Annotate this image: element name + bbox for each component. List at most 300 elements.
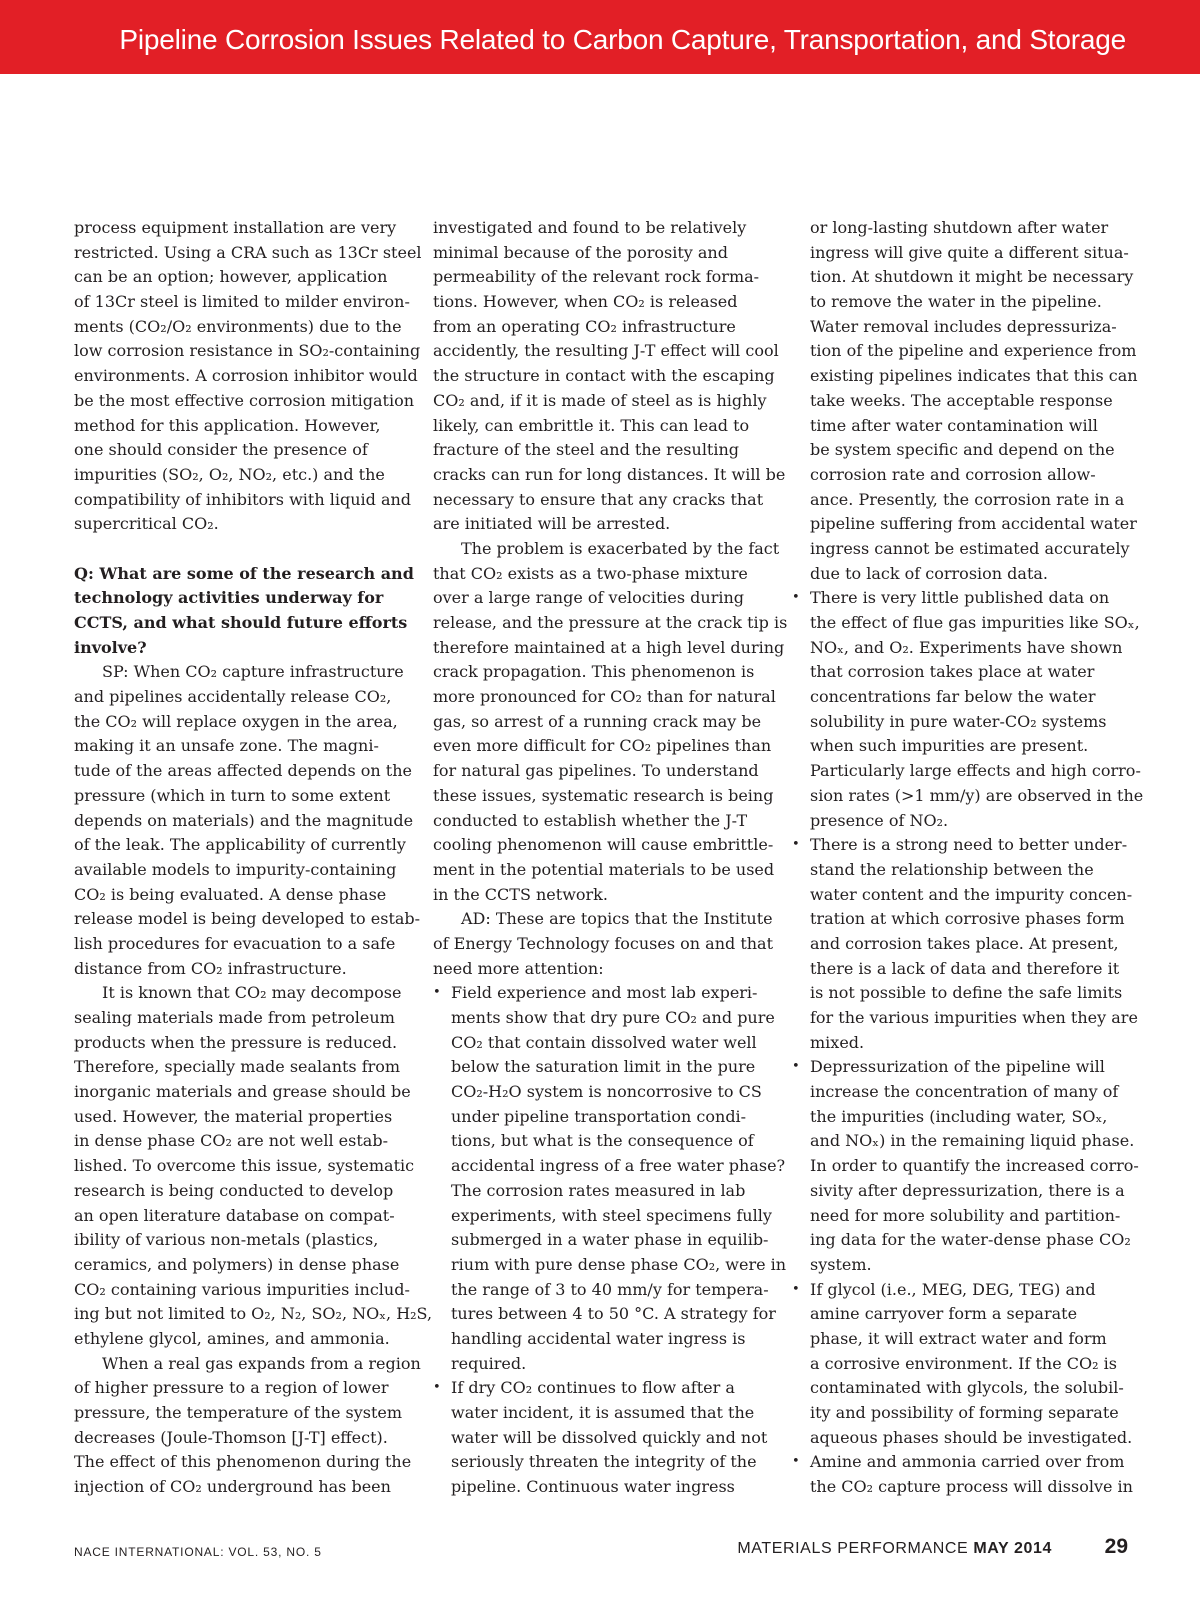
bullet-line (433, 1376, 773, 1401)
column-1 (74, 216, 433, 1500)
line-text: restricted. Using a CRA such as 13Cr steel (74, 242, 422, 262)
text-line (74, 1475, 414, 1500)
line-text: When a real gas expands from a region (102, 1353, 421, 1373)
line-text: and pipelines accidentally release CO₂, (74, 687, 392, 707)
text-line (433, 1450, 773, 1475)
text-line (792, 734, 1132, 759)
text-line (74, 290, 414, 315)
line-text: distance from CO₂ infrastructure. (74, 958, 347, 978)
line-text: ments (CO₂/O₂ environments) due to the (74, 316, 402, 336)
line-text: inorganic materials and grease should be (74, 1082, 411, 1102)
line-text: making it an unsafe zone. The magni- (74, 736, 379, 756)
line-text: sion rates (>1 mm/y) are observed in the (810, 785, 1144, 805)
text-line (74, 784, 414, 809)
text-line (433, 636, 785, 661)
line-text: submerged in a water phase in equilib- (451, 1230, 769, 1250)
bullet-line (792, 586, 1132, 611)
line-text: rium with pure dense phase CO₂, were in (451, 1254, 787, 1274)
line-text: aqueous phases should be investigated. (810, 1427, 1133, 1447)
line-text: fracture of the steel and the resulting (433, 440, 740, 460)
line-text: If dry CO₂ continues to flow after a (451, 1378, 735, 1398)
line-text: tude of the areas affected depends on the (74, 761, 413, 781)
line-text: compatibility of inhibitors with liquid and (74, 489, 412, 509)
bullet-icon: • (792, 590, 800, 606)
line-text: sealing materials made from petroleum (74, 1008, 395, 1027)
line-text: a corrosive environment. If the CO₂ is (810, 1353, 1117, 1373)
page-number: 29 (1104, 1535, 1128, 1558)
text-line (792, 660, 1132, 685)
text-line (433, 685, 776, 710)
line-text: Water removal includes depressuriza- (810, 316, 1117, 336)
line-text: release, and the pressure at the crack tip is (433, 613, 788, 632)
line-text: be the most effective corrosion mitigation (74, 390, 414, 410)
line-text: impurities (SO₂, O₂, NO₂, etc.) and the (74, 464, 385, 484)
text-line (74, 833, 414, 858)
text-line (74, 660, 414, 685)
line-text: tion. At shutdown it might be necessary (810, 267, 1134, 287)
text-line (792, 1154, 1139, 1179)
header-bar (0, 0, 1200, 74)
line-text: water will be dissolved quickly and not (451, 1427, 768, 1447)
text-line (792, 932, 1132, 957)
line-text: can be an option; however, application (74, 267, 388, 287)
text-line (74, 858, 414, 883)
line-text: necessary to ensure that any cracks that (433, 489, 764, 509)
text-line (74, 1376, 414, 1401)
bullet-line (792, 1055, 1132, 1080)
text-line (74, 1129, 414, 1154)
footer-magazine-name: MATERIALS PERFORMANCE (737, 1540, 969, 1557)
line-text: mixed. (810, 1032, 865, 1052)
text-line (792, 1352, 1132, 1377)
line-text: It is known that CO₂ may decompose (102, 983, 402, 1003)
line-text: concentrations far below the water (810, 687, 1096, 707)
line-text: ment in the potential materials to be used (433, 859, 775, 879)
text-line (433, 734, 773, 759)
line-text: of Energy Technology focuses on and that (433, 933, 774, 953)
line-text: CO₂ that contain dissolved water well (451, 1032, 757, 1052)
text-line (433, 759, 773, 784)
text-line (74, 1450, 414, 1475)
line-text: the impurities (including water, SOₓ, (810, 1106, 1108, 1126)
text-line (792, 216, 1132, 241)
text-line (433, 932, 773, 957)
line-text: lish procedures for evacuation to a safe (74, 933, 396, 953)
text-line (433, 1129, 773, 1154)
text-line (433, 809, 773, 834)
line-text: system. (810, 1254, 872, 1274)
line-text: corrosion rate and corrosion allow- (810, 464, 1096, 484)
line-text: need more attention: (433, 958, 604, 978)
footer-publication (737, 1540, 1052, 1558)
text-line (433, 1352, 773, 1377)
text-line (792, 611, 1140, 636)
text-line (792, 1228, 1132, 1253)
line-text: experiments, with steel specimens fully (451, 1205, 772, 1225)
text-line (74, 1302, 433, 1327)
text-line (433, 1154, 786, 1179)
text-line (792, 1376, 1132, 1401)
line-text: ingress cannot be estimated accurately (810, 538, 1130, 558)
text-line (433, 1401, 773, 1426)
line-text: of the leak. The applicability of currently (74, 835, 406, 855)
line-text: ity and possibility of forming separate (810, 1403, 1119, 1422)
line-text: water content and the impurity concen- (810, 884, 1133, 904)
line-text: tions, but what is the consequence of (451, 1131, 754, 1151)
text-line (792, 364, 1138, 389)
text-line (433, 1475, 773, 1500)
text-line (433, 1080, 773, 1105)
line-text: is not possible to define the safe limits (810, 983, 1123, 1003)
line-text: existing pipelines indicates that this can (810, 366, 1138, 386)
line-text: ance. Presently, the corrosion rate in a (810, 489, 1125, 509)
line-text: tration at which corrosive phases form (810, 909, 1125, 929)
line-text: ingress will give quite a different situa- (810, 242, 1129, 262)
text-line (792, 957, 1132, 982)
text-line (74, 1055, 414, 1080)
text-line (74, 1278, 414, 1303)
line-text: technology activities underway for (74, 588, 384, 608)
text-line (792, 463, 1132, 488)
line-text: from an operating CO₂ infrastructure (433, 316, 736, 336)
line-text: the structure in contact with the escaping (433, 366, 775, 386)
line-text: and corrosion takes place. At present, (810, 933, 1119, 953)
line-text: involve? (74, 637, 147, 657)
line-text: crack propagation. This phenomenon is (433, 662, 755, 682)
text-line (433, 1426, 773, 1451)
line-text: CO₂ is being evaluated. A dense phase (74, 884, 387, 904)
column-3 (792, 216, 1144, 1500)
text-line (74, 981, 414, 1006)
line-text: ceramics, and polymers) in dense phase (74, 1254, 400, 1274)
line-text: and NOₓ) in the remaining liquid phase. (810, 1131, 1135, 1151)
line-text: more pronounced for CO₂ than for natural (433, 687, 776, 707)
text-line (433, 265, 773, 290)
text-line (74, 957, 414, 982)
text-line (433, 1031, 773, 1056)
text-line (74, 1154, 414, 1179)
line-text: process equipment installation are very (74, 218, 397, 237)
line-text: CCTS, and what should future efforts (74, 613, 408, 632)
text-line (792, 241, 1132, 266)
text-line (433, 290, 773, 315)
line-text: under pipeline transportation condi- (451, 1106, 747, 1126)
line-text: pipeline suffering from accidental water (810, 514, 1137, 534)
line-text: SP: When CO₂ capture infrastructure (102, 662, 404, 682)
line-text: increase the concentration of many of (810, 1082, 1119, 1102)
line-text: used. However, the material properties (74, 1106, 393, 1126)
line-text: method for this application. However, (74, 415, 381, 435)
line-text: available models to impurity-containing (74, 859, 397, 879)
text-line (433, 414, 773, 439)
text-line (74, 809, 414, 834)
text-line (433, 339, 779, 364)
bullet-line (433, 981, 773, 1006)
text-line (792, 809, 1132, 834)
line-text: are initiated will be arrested. (433, 514, 671, 534)
line-text: time after water contamination will (810, 415, 1098, 435)
line-text: research is being conducted to develop (74, 1180, 394, 1200)
line-text: contaminated with glycols, the solubil- (810, 1378, 1124, 1398)
text-line (74, 241, 422, 266)
text-line (792, 1426, 1132, 1451)
text-line (792, 710, 1132, 735)
text-line (74, 907, 421, 932)
line-text: for natural gas pipelines. To understand (433, 761, 759, 781)
line-text: environments. A corrosion inhibitor would (74, 366, 418, 386)
text-line (74, 1253, 414, 1278)
line-text: depends on materials) and the magnitude (74, 810, 414, 830)
line-text: ing data for the water-dense phase CO₂ (810, 1230, 1131, 1250)
text-line (433, 710, 773, 735)
line-text: therefore maintained at a high level during (433, 637, 785, 657)
text-line (74, 1204, 414, 1229)
line-text: tion of the pipeline and experience from (810, 341, 1137, 361)
text-line (792, 1327, 1132, 1352)
question-line (74, 636, 414, 661)
text-line (433, 1302, 776, 1327)
text-line (74, 710, 414, 735)
line-text: or long-lasting shutdown after water (810, 218, 1109, 237)
line-text: phase, it will extract water and form (810, 1328, 1107, 1348)
line-text: ments show that dry pure CO₂ and pure (451, 1008, 775, 1027)
text-line (74, 414, 414, 439)
text-line (74, 216, 414, 241)
text-line (792, 562, 1132, 587)
line-text: pressure (which in turn to some extent (74, 785, 391, 805)
text-line (433, 389, 773, 414)
line-text: cooling phenomenon will cause embrittle- (433, 835, 774, 855)
line-text: accidently, the resulting J-T effect will cool (433, 341, 779, 361)
line-text: the effect of flue gas impurities like SOₓ, (810, 613, 1140, 632)
text-line (792, 290, 1132, 315)
text-line (74, 1352, 421, 1377)
line-text: likely, can embrittle it. This can lead to (433, 415, 750, 435)
line-text: lished. To overcome this issue, systematic (74, 1156, 415, 1176)
line-text: amine carryover form a separate (810, 1304, 1078, 1324)
text-line (792, 1129, 1135, 1154)
line-text: in the CCTS network. (433, 884, 608, 904)
line-text: In order to quantify the increased corro- (810, 1156, 1139, 1176)
text-line (433, 1006, 773, 1031)
text-line (792, 883, 1132, 908)
line-text: required. (451, 1353, 527, 1373)
line-text: the range of 3 to 40 mm/y for tempera- (451, 1279, 769, 1299)
text-line (433, 488, 773, 513)
text-line (792, 858, 1132, 883)
text-line (74, 759, 414, 784)
line-text: in dense phase CO₂ are not well estab- (74, 1131, 388, 1151)
line-text: due to lack of corrosion data. (810, 563, 1048, 583)
line-text: low corrosion resistance in SO₂-containing (74, 341, 421, 361)
line-text: presence of NO₂. (810, 810, 949, 830)
text-line (433, 1327, 773, 1352)
text-line (792, 315, 1132, 340)
bullet-line (792, 1278, 1132, 1303)
text-line (74, 438, 414, 463)
line-text: cracks can run for long distances. It will be (433, 464, 786, 484)
text-line (792, 1475, 1132, 1500)
bullet-line (792, 833, 1132, 858)
line-text: of 13Cr steel is limited to milder environ- (74, 292, 410, 312)
text-line (74, 883, 414, 908)
line-text: tures between 4 to 50 °C. A strategy for (451, 1304, 776, 1324)
line-text: Amine and ammonia carried over from (810, 1452, 1125, 1472)
text-line (433, 858, 773, 883)
text-line (433, 784, 773, 809)
text-line (74, 1401, 414, 1426)
text-line (792, 389, 1132, 414)
line-text: NOₓ, and O₂. Experiments have shown (810, 637, 1123, 657)
text-line (433, 907, 773, 932)
text-line (74, 1006, 414, 1031)
line-text: ibility of various non-metals (plastics, (74, 1230, 379, 1250)
line-text: that corrosion takes place at water (810, 662, 1095, 682)
text-line (792, 414, 1132, 439)
line-text: water incident, it is assumed that the (451, 1403, 755, 1422)
line-text: pressure, the temperature of the system (74, 1403, 403, 1422)
footer-issue-date: MAY 2014 (973, 1540, 1052, 1557)
text-line (433, 957, 773, 982)
line-text: stand the relationship between the (810, 859, 1094, 879)
footer-journal-volume: NACE INTERNATIONAL: VOL. 53, NO. 5 (74, 1545, 322, 1559)
line-text: seriously threaten the integrity of the (451, 1452, 757, 1472)
text-line (792, 1031, 1132, 1056)
text-line (792, 784, 1144, 809)
line-text: solubility in pure water-CO₂ systems (810, 711, 1107, 731)
line-text: need for more solubility and partition- (810, 1205, 1121, 1225)
text-line (792, 488, 1132, 513)
bullet-icon: • (433, 1380, 441, 1396)
line-text: CO₂ containing various impurities includ- (74, 1279, 410, 1299)
line-text: injection of CO₂ underground has been (74, 1477, 391, 1497)
line-text: Q: What are some of the research and (74, 563, 414, 583)
line-text: If glycol (i.e., MEG, DEG, TEG) and (810, 1279, 1096, 1299)
text-line (433, 315, 773, 340)
line-text: to remove the water in the pipeline. (810, 292, 1102, 312)
text-line (792, 1080, 1132, 1105)
paragraph-gap (74, 537, 414, 562)
line-text: There is a strong need to better under- (810, 835, 1128, 855)
text-line (792, 438, 1132, 463)
question-line (74, 611, 414, 636)
text-line (433, 660, 773, 685)
line-text: conducted to establish whether the J-T (433, 810, 748, 830)
line-text: when such impurities are present. (810, 736, 1089, 756)
line-text: ing but not limited to O₂, N₂, SO₂, NOₓ, H₂S, (74, 1304, 433, 1324)
text-line (433, 1204, 773, 1229)
line-text: there is a lack of data and therefore it (810, 958, 1120, 978)
text-line (433, 883, 773, 908)
line-text: pipeline. Continuous water ingress (451, 1477, 735, 1497)
line-text: tions. However, when CO₂ is released (433, 292, 738, 312)
text-line (433, 537, 780, 562)
line-text: investigated and found to be relatively (433, 218, 747, 237)
line-text: permeability of the relevant rock forma- (433, 267, 760, 287)
text-line (433, 562, 773, 587)
line-text: decreases (Joule-Thomson [J-T] effect). (74, 1427, 388, 1447)
line-text: of higher pressure to a region of lower (74, 1378, 389, 1398)
line-text: The problem is exacerbated by the fact (461, 538, 780, 558)
text-line (74, 1426, 414, 1451)
text-line (792, 636, 1132, 661)
line-text: handling accidental water ingress is (451, 1328, 746, 1348)
line-text: take weeks. The acceptable response (810, 390, 1113, 410)
line-text: over a large range of velocities during (433, 588, 745, 608)
text-line (792, 537, 1132, 562)
text-line (433, 833, 773, 858)
text-line (74, 1327, 414, 1352)
line-text: AD: These are topics that the Institute (461, 909, 773, 929)
text-line (792, 1253, 1132, 1278)
text-line (74, 1179, 414, 1204)
line-text: even more difficult for CO₂ pipelines than (433, 736, 772, 756)
line-text: ethylene glycol, amines, and ammonia. (74, 1328, 390, 1348)
line-text: be system specific and depend on the (810, 440, 1115, 460)
line-text: There is very little published data on (810, 588, 1110, 608)
line-text: minimal because of the porosity and (433, 242, 728, 262)
text-line (433, 463, 786, 488)
text-line (792, 1401, 1132, 1426)
text-line (792, 1105, 1132, 1130)
text-line (74, 1080, 414, 1105)
text-line (74, 1105, 414, 1130)
text-line (433, 438, 773, 463)
text-line (433, 512, 773, 537)
bullet-icon: • (433, 985, 441, 1001)
line-text: CO₂-H₂O system is noncorrosive to CS (451, 1082, 762, 1102)
line-text: Field experience and most lab experi- (451, 983, 758, 1003)
text-line (792, 512, 1137, 537)
text-line (433, 1228, 773, 1253)
line-text: Particularly large effects and high corro- (810, 761, 1141, 781)
text-line (74, 488, 414, 513)
text-line (433, 241, 773, 266)
bullet-icon: • (792, 837, 800, 853)
text-line (74, 685, 414, 710)
line-text: CO₂ and, if it is made of steel as is highly (433, 390, 767, 410)
line-text: The corrosion rates measured in lab (451, 1180, 746, 1200)
line-text: these issues, systematic research is being (433, 785, 774, 805)
text-line (433, 364, 773, 389)
line-text: the CO₂ will replace oxygen in the area, (74, 711, 398, 731)
text-line (74, 339, 421, 364)
text-line (433, 1055, 773, 1080)
line-text: products when the pressure is reduced. (74, 1032, 398, 1052)
line-text: Therefore, specially made sealants from (74, 1057, 401, 1077)
line-text: Depressurization of the pipeline will (810, 1057, 1105, 1077)
bullet-line (792, 1450, 1132, 1475)
text-line (792, 1006, 1138, 1031)
text-line (792, 759, 1141, 784)
line-text: The effect of this phenomenon during the (74, 1452, 412, 1472)
text-line (74, 1031, 414, 1056)
text-line (433, 1105, 773, 1130)
line-text: the CO₂ capture process will dissolve in (810, 1477, 1133, 1497)
line-text: sivity after depressurization, there is a (810, 1180, 1125, 1200)
text-line (74, 315, 414, 340)
line-text: an open literature database on compat- (74, 1205, 395, 1225)
text-line (74, 1228, 414, 1253)
text-line (792, 1204, 1132, 1229)
running-head-title: Pipeline Corrosion Issues Related to Carbon Capture, Transportation, and Storage (119, 24, 1126, 55)
text-line (433, 1278, 773, 1303)
line-text: for the various impurities when they are (810, 1008, 1138, 1027)
text-line (792, 1302, 1132, 1327)
text-line (74, 389, 414, 414)
line-text: gas, so arrest of a running crack may be (433, 711, 762, 731)
text-line (792, 265, 1132, 290)
